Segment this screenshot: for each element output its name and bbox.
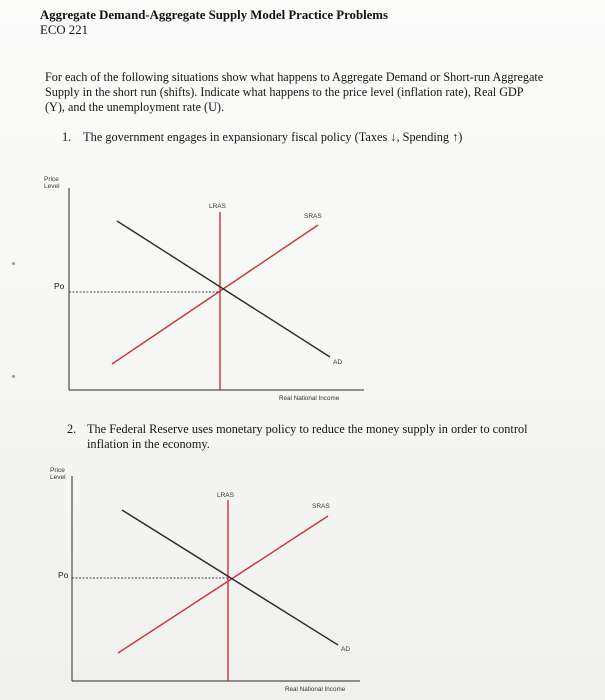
graph-2-sras-label: SRAS (312, 503, 330, 510)
instructions-paragraph: For each of the following situations show what happens to Aggregate Demand or Short-run Aggregate Supply in the short run (shifts). Indicate what happens to the price level (inflation rate), Real GDP (Y), and the unemployment rate (U). (45, 70, 544, 114)
graph-1-lras-label: LRAS (209, 203, 226, 210)
graph-2-y-label-line1: Price (50, 467, 65, 474)
graph-2-price-label: Po (58, 570, 69, 580)
question-1-number: 1. (62, 130, 72, 144)
page-speck (12, 375, 15, 378)
graph-1-price-label: Po (54, 281, 65, 291)
graph-2-lras-label: LRAS (217, 492, 234, 499)
graph-1-ad-label: AD (333, 359, 343, 366)
page-speck (12, 262, 15, 265)
graph-2-sras-line (118, 516, 328, 653)
question-1-text: The government engages in expansionary fiscal policy (Taxes ↓, Spending ↑) (83, 130, 463, 144)
graph-2-x-label: Real National Income (285, 686, 346, 693)
graph-1-x-label: Real National Income (279, 395, 340, 402)
course-code: ECO 221 (40, 23, 88, 37)
graph-2-ad-label: AD (341, 646, 351, 653)
graph-1-sras-label: SRAS (304, 213, 322, 220)
worksheet-title: Aggregate Demand-Aggregate Supply Model Practice Problems (40, 8, 388, 22)
graph-2-y-label-line2: Level (50, 474, 66, 481)
graph-1-y-label-line1: Price (44, 176, 59, 183)
question-2-text-line2: inflation in the economy. (87, 437, 210, 451)
question-2-number: 2. (67, 422, 77, 436)
graph-1-y-label-line2: Level (44, 183, 60, 190)
question-2-text-line1: The Federal Reserve uses monetary policy to reduce the money supply in order to control (87, 422, 528, 436)
